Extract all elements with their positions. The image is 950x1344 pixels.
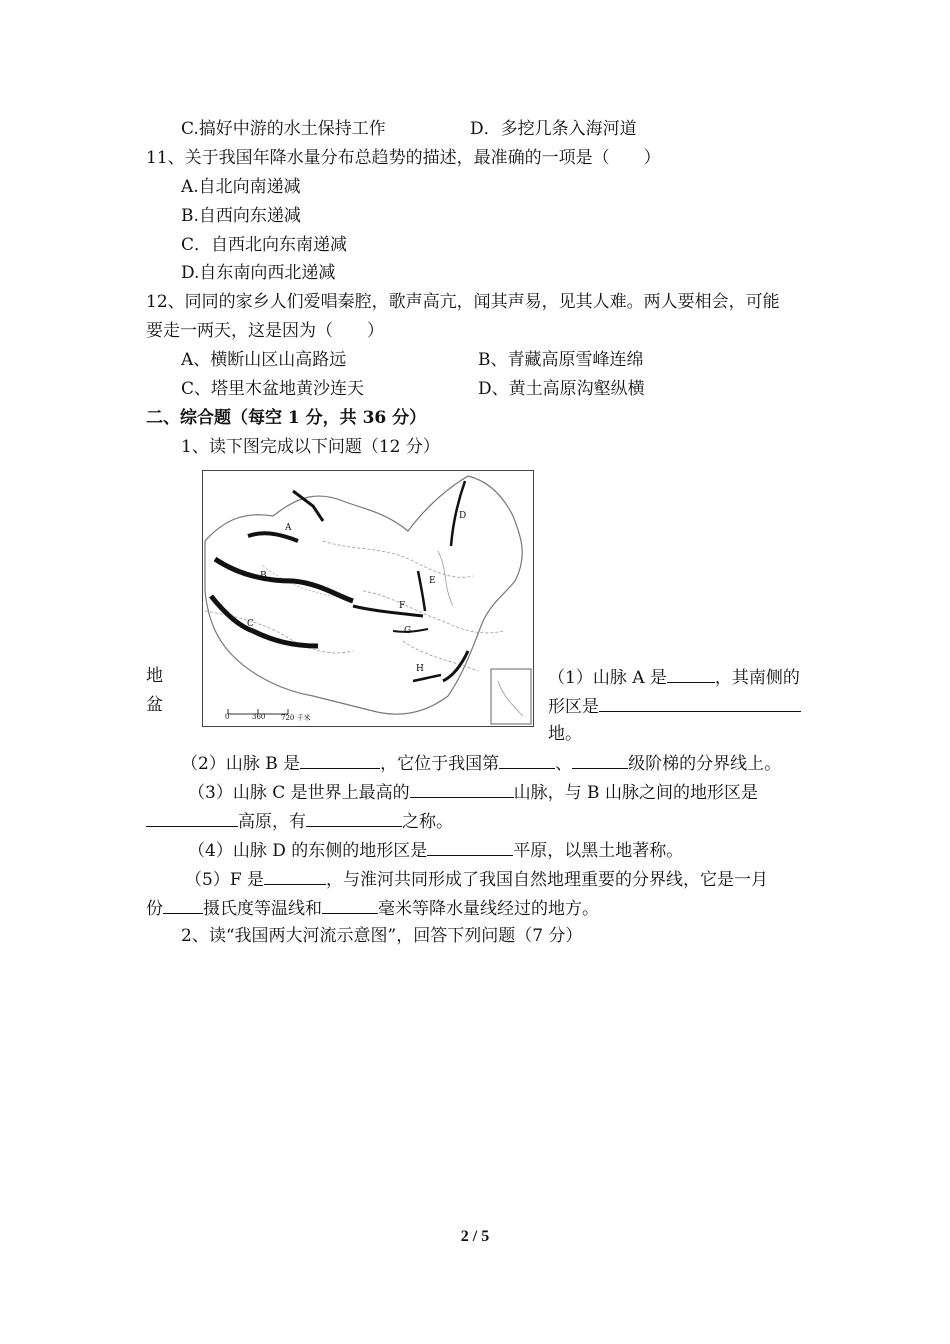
map-label-c: C [247, 619, 254, 629]
q1-part1-a: （1）山脉 A 是 [548, 668, 667, 688]
answer-blank-6[interactable] [410, 779, 514, 798]
q12-option-a: A、横断山区山高路远 [181, 350, 347, 370]
map-label-e: E [429, 576, 436, 586]
map-label-b: B [260, 571, 267, 581]
answer-blank-12[interactable] [322, 895, 378, 914]
answer-blank-8[interactable] [306, 808, 402, 827]
map-drawing [203, 471, 533, 726]
map-label-a: A [285, 523, 292, 533]
page-number: 2 / 5 [460, 1228, 490, 1245]
q1-part5-b: ，与淮河共同形成了我国自然地理重要的分界线，它是一月 [326, 870, 769, 890]
q1-part1-c: 形区是 [548, 697, 599, 717]
q11-stem: 11、关于我国年降水量分布总趋势的描述，最准确的一项是（ ） [146, 148, 661, 168]
answer-blank-2[interactable] [599, 693, 801, 712]
answer-blank-5[interactable] [572, 750, 628, 769]
q11-option-a: A.自北向南递减 [181, 177, 301, 197]
answer-blank-7[interactable] [146, 808, 238, 827]
answer-blank-1[interactable] [667, 664, 715, 683]
map-scale-0: 0 [225, 713, 230, 721]
q1-part5-line2 [146, 895, 599, 921]
answer-blank-10[interactable] [264, 866, 326, 885]
q1-part5-a: （5）F 是 [185, 870, 265, 890]
q1-part2-b: ，它位于我国第 [380, 754, 500, 774]
q1-part5-c: 份 [146, 899, 163, 919]
q1-part1-line1 [548, 664, 800, 690]
q1-part4-b: 平原，以黑土地著称。 [513, 841, 684, 861]
side-left-char-1: 地 [146, 666, 163, 686]
q12-option-d: D、黄土高原沟壑纵横 [478, 379, 645, 399]
q1-title: 1、读下图完成以下问题（12 分） [181, 437, 440, 457]
q10-option-d: D．多挖几条入海河道 [470, 119, 637, 139]
q1-part2 [181, 750, 781, 776]
q12-option-c: C、塔里木盆地黄沙连天 [181, 379, 365, 399]
answer-blank-11[interactable] [163, 895, 203, 914]
map-label-d: D [459, 511, 467, 521]
q1-part3-line1 [188, 779, 758, 805]
q1-part4 [188, 837, 683, 863]
map-label-g: G [404, 626, 412, 636]
q12-option-b: B、青藏高原雪峰连绵 [478, 350, 644, 370]
answer-blank-4[interactable] [499, 750, 555, 769]
q1-part5-e: 毫米等降水量线经过的地方。 [378, 899, 599, 919]
map-scale-720: 720 千米 [281, 714, 311, 722]
q1-part3-c: 高原，有 [238, 812, 306, 832]
q2-title: 2、读“我国两大河流示意图”，回答下列问题（7 分） [181, 926, 583, 946]
q11-option-b: B.自西向东递减 [181, 206, 301, 226]
answer-blank-3[interactable] [300, 750, 380, 769]
q1-part3-d: 之称。 [402, 812, 453, 832]
q11-option-d: D.自东南向西北递减 [181, 263, 336, 283]
q1-part5-d: 摄氏度等温线和 [203, 899, 322, 919]
side-left-char-2: 盆 [146, 695, 163, 715]
q1-part3-b: 山脉，与 B 山脉之间的地形区是 [513, 783, 758, 803]
map-label-h: H [416, 664, 424, 674]
q1-part1-line2 [548, 693, 801, 719]
map-label-f: F [399, 601, 406, 611]
q1-part1-d: 地。 [548, 724, 582, 744]
q1-part3-a: （3）山脉 C 是世界上最高的 [188, 783, 410, 803]
q11-option-c: C．自西北向东南递减 [181, 235, 348, 255]
q1-part1-b: ，其南侧的 [714, 668, 800, 688]
answer-blank-9[interactable] [427, 837, 513, 856]
q1-part4-a: （4）山脉 D 的东侧的地形区是 [188, 841, 428, 861]
q1-part2-d: 级阶梯的分界线上。 [628, 754, 782, 774]
q12-stem-line2: 要走一两天，这是因为（ ） [146, 321, 384, 341]
q1-part2-a: （2）山脉 B 是 [181, 754, 301, 774]
map-scale-360: 360 [252, 713, 266, 721]
q10-option-c: C.搞好中游的水土保持工作 [181, 119, 386, 139]
q12-stem-line1: 12、同同的家乡人们爱唱秦腔，歌声高亢，闻其声易，见其人难。两人要相会，可能 [146, 292, 780, 312]
china-mountains-map [202, 470, 534, 727]
section2-heading: 二、综合题（每空 1 分，共 36 分） [146, 408, 427, 428]
q1-part3-line2 [146, 808, 453, 834]
q1-part5-line1 [185, 866, 768, 892]
q1-part2-c: 、 [555, 754, 573, 774]
